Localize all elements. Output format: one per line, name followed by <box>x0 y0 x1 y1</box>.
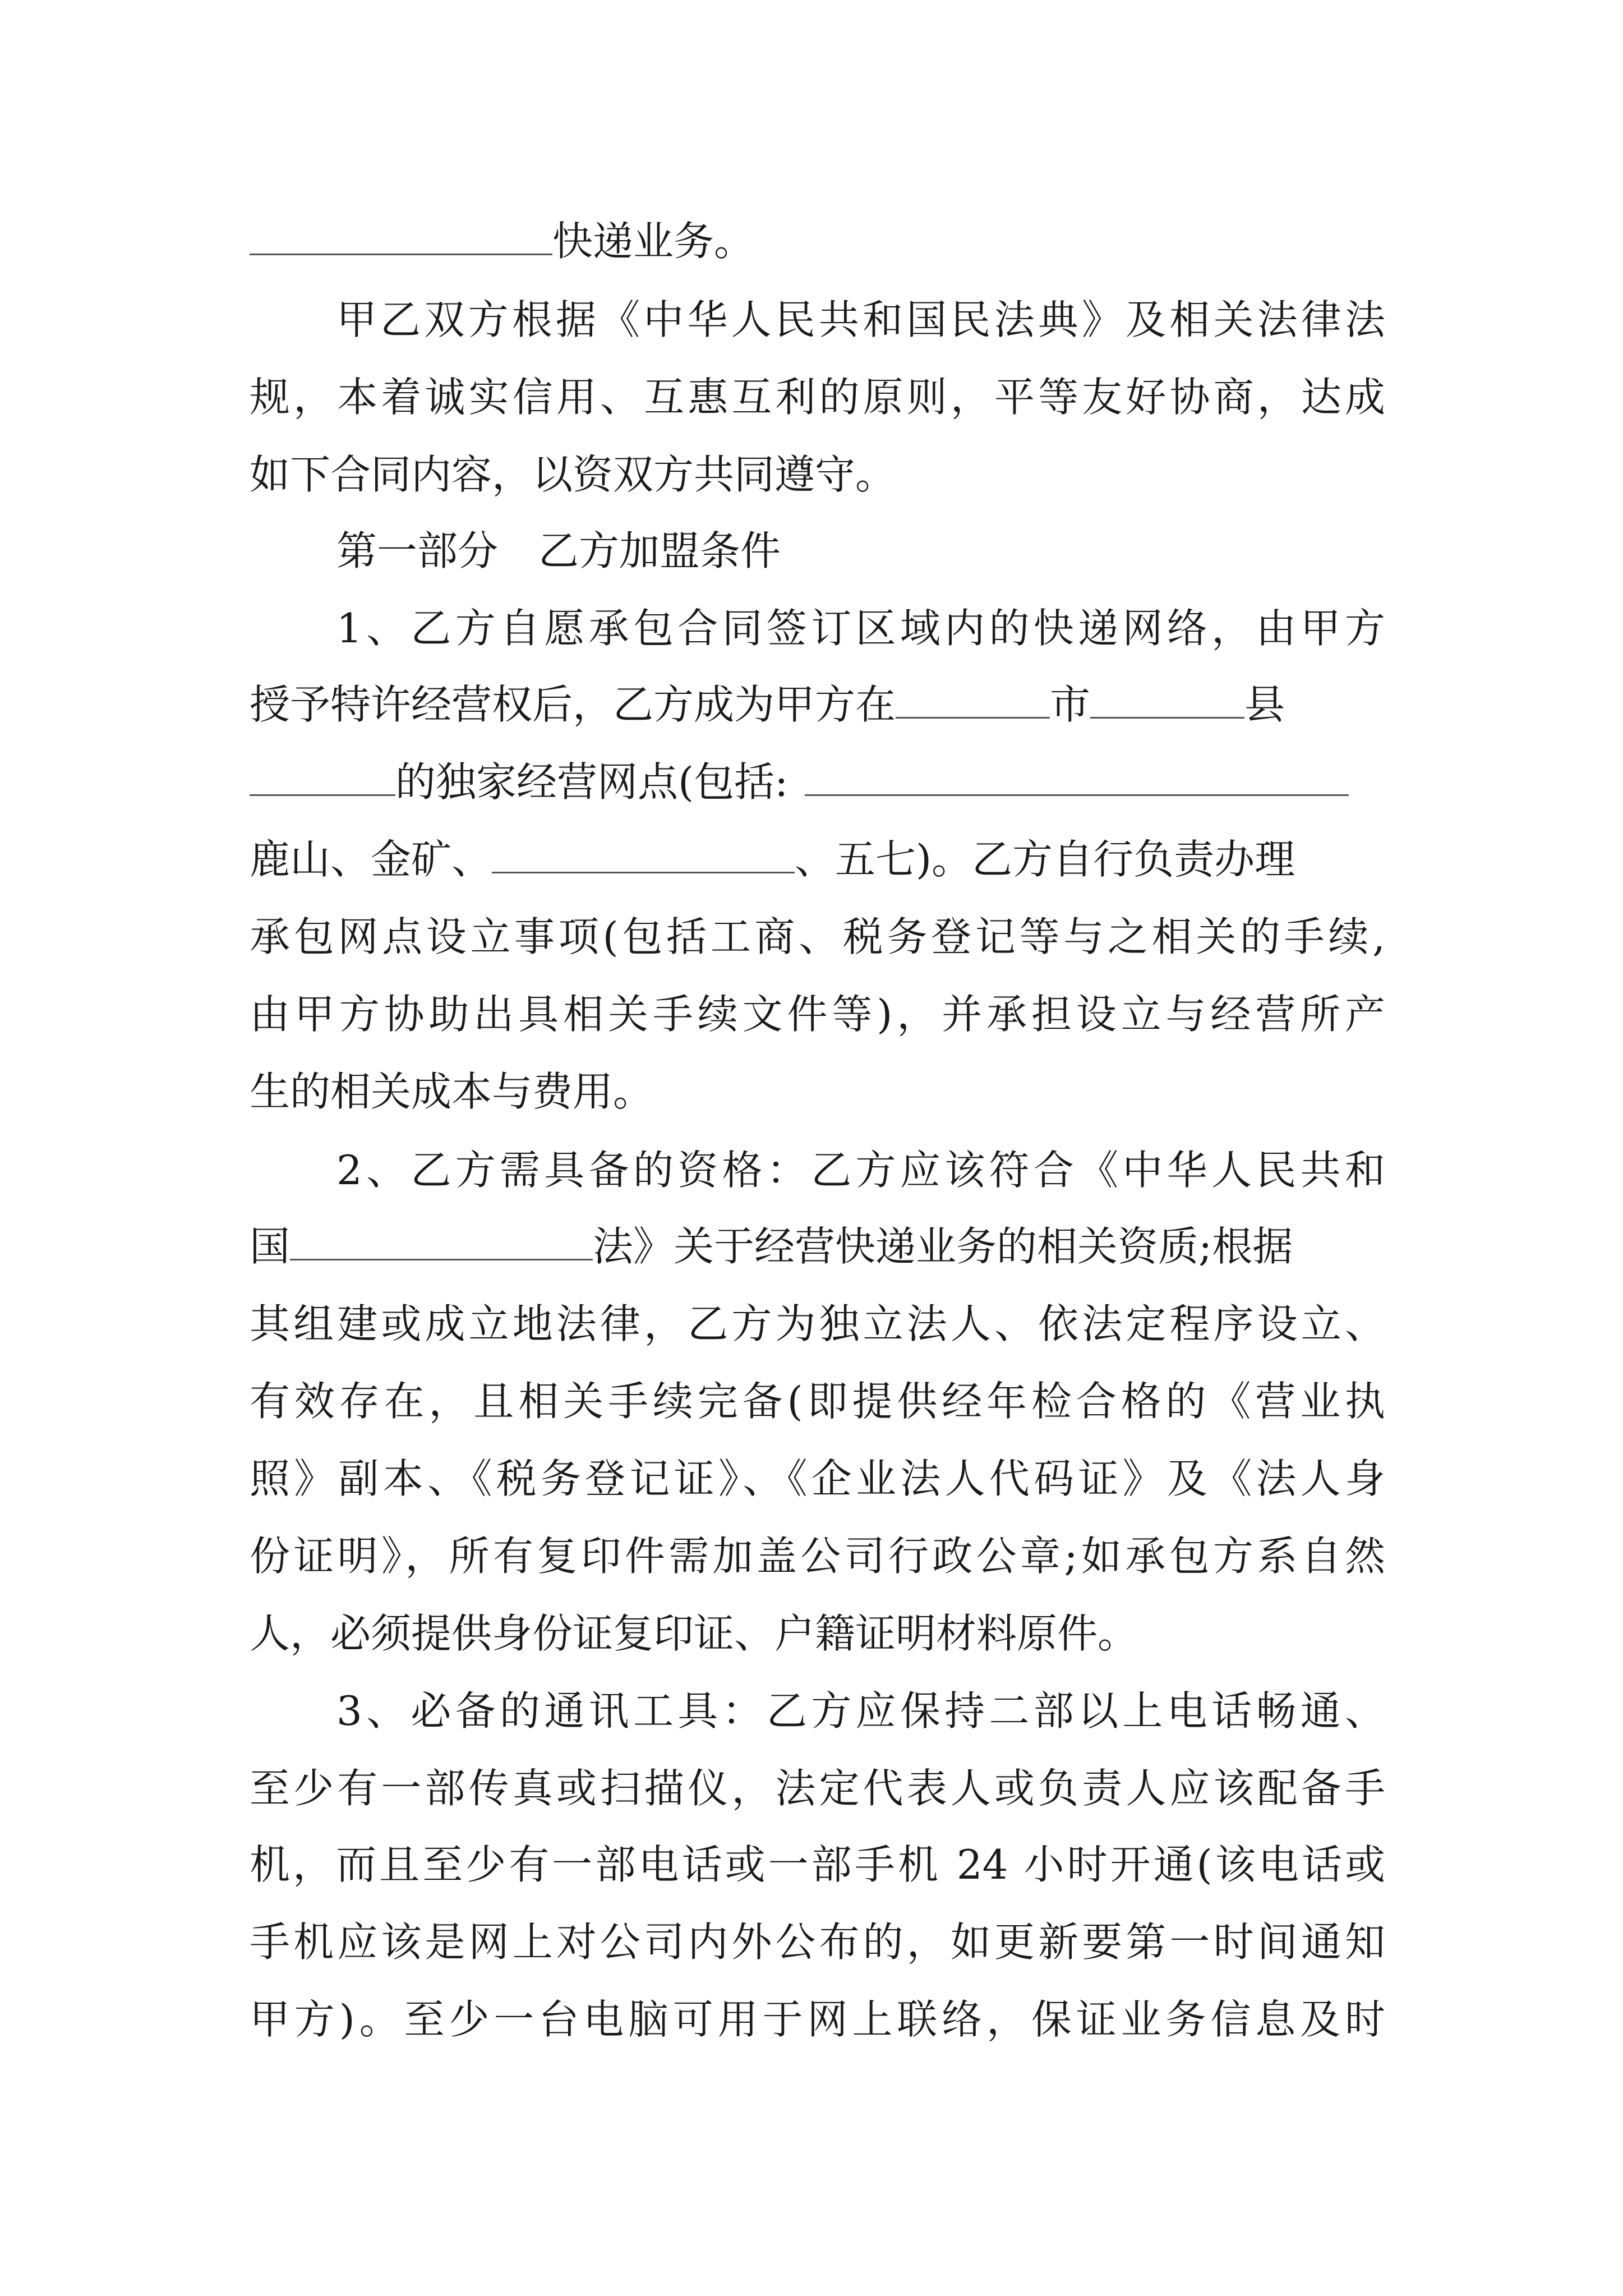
blank-field <box>250 794 395 796</box>
text-segment: 快递业务。 <box>552 218 755 265</box>
section-heading: 第一部分 乙方加盟条件 <box>336 527 781 574</box>
text-segment: 的独家经营网点(包括: <box>395 758 789 806</box>
text-line <box>250 666 1385 743</box>
text-line: 规，本着诚实信用、互惠互利的原则，平等友好协商，达成 <box>250 374 1385 421</box>
text-line: 机，而且至少有一部电话或一部手机 24 小时开通(该电话或 <box>250 1841 1385 1888</box>
text-line: 1、乙方自愿承包合同签订区域内的快递网络，由甲方 <box>336 605 1385 652</box>
text-line: 承包网点设立事项(包括工商、税务登记等与之相关的手续, <box>250 913 1385 960</box>
text-segment: 国 <box>250 1223 291 1270</box>
text-line: 2、乙方需具备的资格：乙方应该符合《中华人民共和 <box>336 1147 1385 1194</box>
text-line: 手机应该是网上对公司内外公布的，如更新要第一时间通知 <box>250 1918 1385 1966</box>
text-segment: 县 <box>1244 681 1285 728</box>
text-line <box>250 203 1385 279</box>
blank-field <box>492 872 795 873</box>
blank-field <box>805 794 1349 796</box>
text-segment: 法》关于经营快递业务的相关资质;根据 <box>593 1223 1293 1270</box>
text-line: 甲乙双方根据《中华人民共和国民法典》及相关法律法 <box>336 296 1385 343</box>
text-line: 生的相关成本与费用。 <box>250 1068 654 1115</box>
text-line: 人，必须提供身份证复印证、户籍证明材料原件。 <box>250 1610 1138 1657</box>
blank-field <box>1090 717 1244 719</box>
text-segment: 市 <box>1050 681 1091 728</box>
text-line <box>250 744 1385 820</box>
text-line: 其组建或成立地法律，乙方为独立法人、依法定程序设立、 <box>250 1300 1385 1347</box>
text-segment: 鹿山、金矿、 <box>250 836 492 883</box>
text-segment: 授予特许经营权后，乙方成为甲方在 <box>250 681 896 728</box>
text-line: 至少有一部传真或扫描仪，法定代表人或负责人应该配备手 <box>250 1765 1385 1812</box>
blank-field <box>290 1259 593 1260</box>
text-line: 3、必备的通讯工具：乙方应保持二部以上电话畅通、 <box>336 1687 1385 1734</box>
text-line: 由甲方协助出具相关手续文件等)，并承担设立与经营所产 <box>250 991 1385 1038</box>
text-line <box>250 821 1385 898</box>
text-line: 照》副本、《税务登记证》、《企业法人代码证》及《法人身 <box>250 1455 1385 1502</box>
text-line: 如下合同内容，以资双方共同遵守。 <box>250 451 896 498</box>
text-line: 甲方)。至少一台电脑可用于网上联络，保证业务信息及时 <box>250 1996 1385 2043</box>
text-line: 份证明》，所有复印件需加盖公司行政公章;如承包方系自然 <box>250 1533 1385 1580</box>
text-line: 有效存在，且相关手续完备(即提供经年检合格的《营业执 <box>250 1378 1385 1425</box>
blank-field <box>896 717 1050 719</box>
blank-field <box>250 254 552 255</box>
text-line <box>250 1208 1385 1285</box>
text-segment: 、五七)。乙方自行负责办理 <box>795 836 1295 883</box>
